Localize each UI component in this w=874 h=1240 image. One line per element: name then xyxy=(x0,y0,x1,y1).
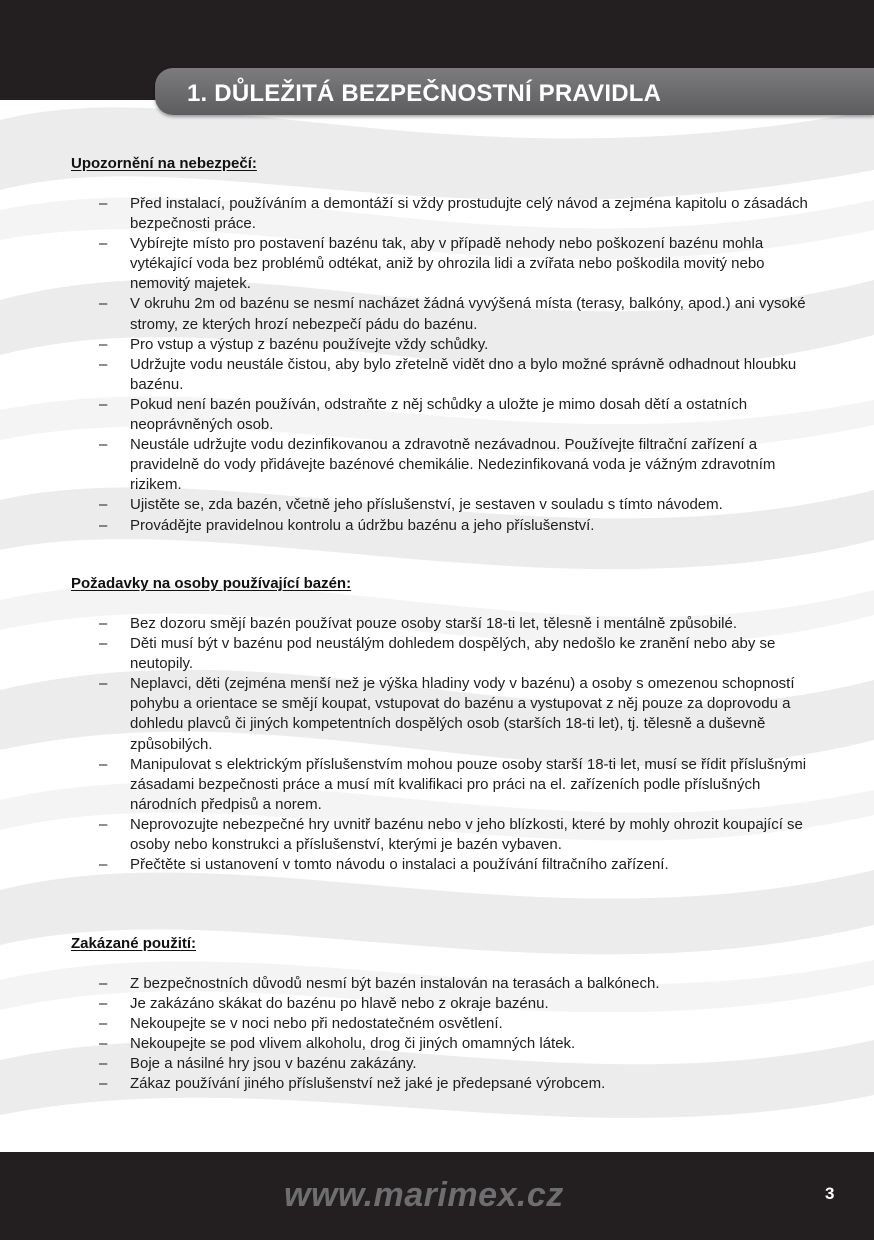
list-item-text: Před instalací, používáním a demontáží si vždy prostudujte celý návod a zejména kapitolu o zásadách bezpečnosti práce. xyxy=(130,195,808,233)
list-bullet: – xyxy=(99,235,108,253)
list-item-text: Neplavci, děti (zejména menší než je výška hladiny vody v bazénu) a osoby s omezenou schopností pohybu a orientace se smějí koupat, vstupovat do bazénu a vystupovat z něj pouze za doprovodu a dohledu plavců či jiných kompetentních dospělých osob (starších 18-ti let), tj. tělesně a duševně způsobilých. xyxy=(130,675,795,753)
list-item-text: Děti musí být v bazénu pod neustálým dohledem dospělých, aby nedošlo ke zranění nebo aby se neutopily. xyxy=(130,635,776,673)
section-heading-prohibited-use: Zakázané použití: xyxy=(71,935,197,952)
list-bullet: – xyxy=(99,815,108,833)
list-item xyxy=(0,974,874,994)
list-item xyxy=(0,1074,874,1094)
list-bullet: – xyxy=(99,1035,108,1053)
list-item xyxy=(0,435,874,495)
section-heading-user-requirements: Požadavky na osoby používající bazén: xyxy=(71,575,352,592)
list-item-text: Nekoupejte se pod vlivem alkoholu, drog či jiných omamných látek. xyxy=(130,1035,576,1053)
website-url: www.marimex.cz xyxy=(284,1176,564,1214)
list-item-text: Udržujte vodu neustále čistou, aby bylo zřetelně vidět dno a bylo možné správně odhadnout hloubku bazénu. xyxy=(130,355,797,393)
list-bullet: – xyxy=(99,995,108,1013)
list-item-text: Pro vstup a výstup z bazénu používejte vždy schůdky. xyxy=(130,335,489,353)
list-bullet: – xyxy=(99,856,108,874)
list-item xyxy=(0,495,874,515)
prohibited-use-list xyxy=(0,974,874,1095)
list-item xyxy=(0,234,874,294)
hazards-list xyxy=(0,194,874,536)
section-title-tab xyxy=(155,68,874,115)
list-item-text: V okruhu 2m od bazénu se nesmí nacházet žádná vyvýšená místa (terasy, balkóny, apod.) ani vysoké stromy, ze kterých hrozí nebezpečí pádu do bazénu. xyxy=(130,295,806,333)
list-bullet: – xyxy=(99,516,108,534)
list-bullet: – xyxy=(99,295,108,313)
list-bullet: – xyxy=(99,395,108,413)
list-bullet: – xyxy=(99,615,108,632)
list-item xyxy=(0,355,874,395)
list-bullet: – xyxy=(99,436,108,454)
list-item xyxy=(0,395,874,435)
list-item xyxy=(0,294,874,334)
footer-band xyxy=(0,1152,874,1240)
list-item-text: Manipulovat s elektrickým příslušenstvím mohou pouze osoby starší 18-ti let, musí se řídit příslušnými zásadami bezpečnosti práce a musí mít kvalifikaci pro práci na el. zařízeních podle příslušných národních předpisů a norem. xyxy=(130,755,807,813)
list-item xyxy=(0,855,874,875)
list-item-text: Je zakázáno skákat do bazénu po hlavě nebo z okraje bazénu. xyxy=(130,995,549,1013)
list-item-text: Z bezpečnostních důvodů nesmí být bazén instalován na terasách a balkónech. xyxy=(130,975,660,992)
list-item-text: Boje a násilné hry jsou v bazénu zakázány. xyxy=(130,1055,417,1073)
list-item-text: Ujistěte se, zda bazén, včetně jeho příslušenství, je sestaven v souladu s tímto návodem. xyxy=(130,496,723,514)
list-item xyxy=(0,994,874,1014)
list-item-text: Provádějte pravidelnou kontrolu a údržbu bazénu a jeho příslušenství. xyxy=(130,516,595,534)
list-bullet: – xyxy=(99,1055,108,1073)
list-item xyxy=(0,335,874,355)
list-item-text: Neustále udržujte vodu dezinfikovanou a zdravotně nezávadnou. Používejte filtrační zařízení a pravidelně do vody přidávejte bazénové chemikálie. Nedezinfikovaná voda je vážným zdravotním rizikem. xyxy=(130,436,776,494)
page-number: 3 xyxy=(825,1184,835,1203)
list-item xyxy=(0,755,874,815)
list-item xyxy=(0,516,874,536)
list-item-text: Zákaz používání jiného příslušenství než jaké je předepsané výrobcem. xyxy=(130,1075,606,1093)
list-item xyxy=(0,1034,874,1054)
page-title: 1. DŮLEŽITÁ BEZPEČNOSTNÍ PRAVIDLA xyxy=(187,80,662,107)
list-item-text: Neprovozujte nebezpečné hry uvnitř bazénu nebo v jeho blízkosti, které by mohly ohrozit koupající se osoby nebo konstrukci a příslušenství, kterými je bazén vybaven. xyxy=(130,815,803,854)
list-bullet: – xyxy=(99,355,108,373)
list-bullet: – xyxy=(99,496,108,514)
list-item xyxy=(0,815,874,855)
list-bullet: – xyxy=(99,675,108,693)
list-bullet: – xyxy=(99,335,108,353)
list-item-text: Nekoupejte se v noci nebo při nedostatečném osvětlení. xyxy=(130,1015,503,1033)
list-item xyxy=(0,1014,874,1034)
list-item xyxy=(0,194,874,234)
list-item xyxy=(0,674,874,754)
list-bullet: – xyxy=(99,1015,108,1033)
user-requirements-list xyxy=(0,614,874,875)
list-bullet: – xyxy=(99,755,108,773)
list-bullet: – xyxy=(99,975,108,992)
list-item-text: Pokud není bazén používán, odstraňte z něj schůdky a uložte je mimo dosah dětí a ostatních neoprávněných osob. xyxy=(130,395,748,434)
list-bullet: – xyxy=(99,635,108,653)
list-item xyxy=(0,1054,874,1074)
list-item xyxy=(0,634,874,674)
list-bullet: – xyxy=(99,195,108,212)
section-heading-hazards: Upozornění na nebezpečí: xyxy=(71,155,257,172)
list-item-text: Vybírejte místo pro postavení bazénu tak, aby v případě nehody nebo poškození bazénu mohla vytékající voda bez problémů odtékat, aniž by ohrozila lidi a zvířata nebo poškodila movitý nebo nemovitý majetek. xyxy=(130,235,765,293)
list-item-text: Bez dozoru smějí bazén používat pouze osoby starší 18-ti let, tělesně i mentálně způsobilé. xyxy=(130,615,738,632)
list-item xyxy=(0,614,874,634)
list-item-text: Přečtěte si ustanovení v tomto návodu o instalaci a používání filtračního zařízení. xyxy=(130,856,669,874)
list-bullet: – xyxy=(99,1075,108,1093)
